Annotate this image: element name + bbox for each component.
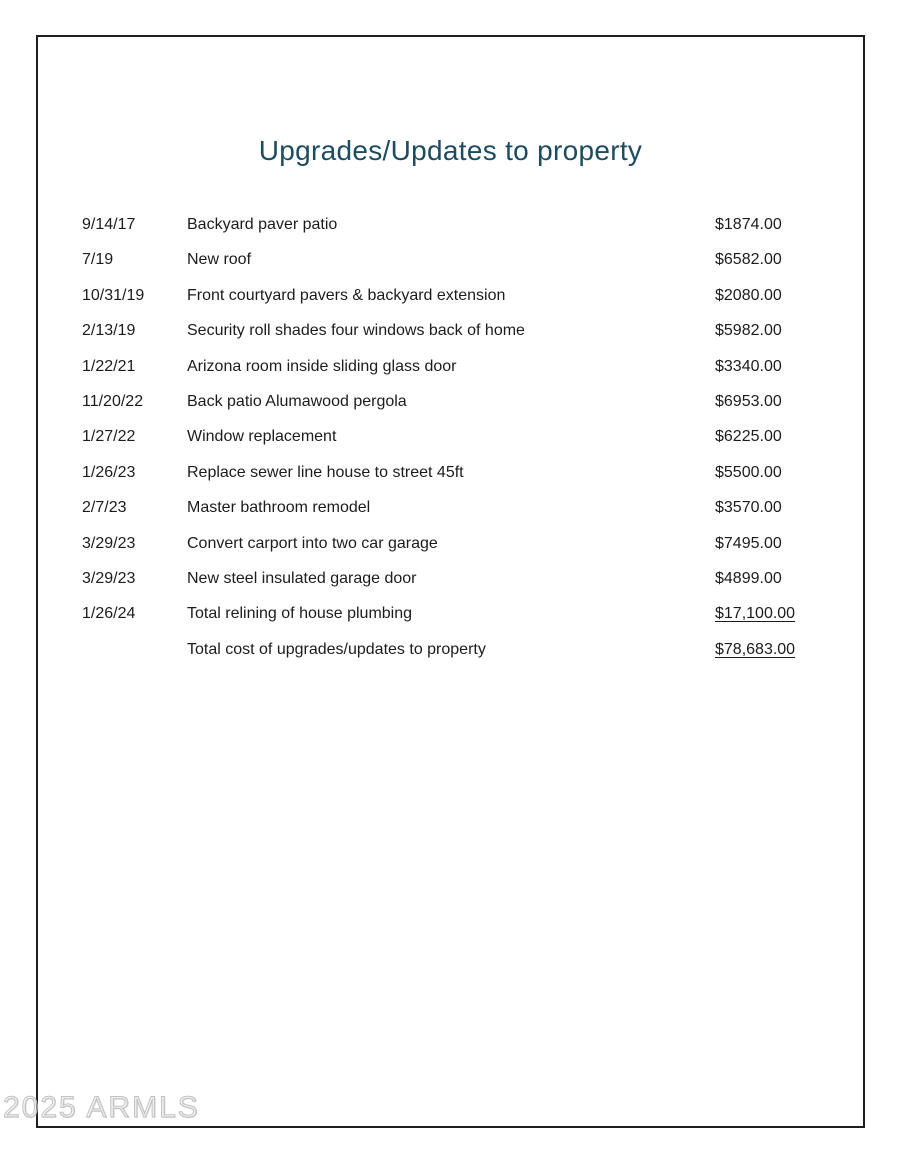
row-date: 11/20/22 xyxy=(82,392,144,410)
row-date: 3/29/23 xyxy=(82,569,136,587)
row-amount: $4899.00 xyxy=(715,569,782,587)
page-title: Upgrades/Updates to property xyxy=(258,135,643,166)
row-date: 1/27/22 xyxy=(82,428,136,446)
row-date: 9/14/17 xyxy=(82,216,136,233)
row-date: 7/19 xyxy=(82,251,114,269)
watermark: 2025 ARMLS xyxy=(3,1091,200,1124)
table-row xyxy=(82,242,855,277)
row-description: New roof xyxy=(187,251,252,269)
row-description: Total relining of house plumbing xyxy=(187,605,413,623)
row-amount: $17,100.00 xyxy=(715,605,796,623)
table-row xyxy=(82,384,855,419)
row-amount: $3570.00 xyxy=(715,499,782,517)
row-amount: $6582.00 xyxy=(715,251,782,269)
table-row xyxy=(82,313,855,348)
row-date: 1/26/23 xyxy=(82,463,136,481)
page-border xyxy=(36,35,865,1128)
row-date: 3/29/23 xyxy=(82,534,136,552)
row-description: Master bathroom remodel xyxy=(187,499,371,517)
table-row xyxy=(82,490,855,525)
row-amount: $5500.00 xyxy=(715,463,782,481)
row-description: Replace sewer line house to street 45ft xyxy=(187,463,464,481)
row-date: 2/13/19 xyxy=(82,322,136,340)
table-row xyxy=(82,455,855,490)
table-row xyxy=(82,561,855,596)
row-amount: $6953.00 xyxy=(715,392,782,410)
row-amount: $78,683.00 xyxy=(715,640,796,658)
row-amount: $5982.00 xyxy=(715,322,782,340)
row-amount: $1874.00 xyxy=(715,216,782,233)
row-date xyxy=(82,632,187,667)
table-row xyxy=(82,207,855,242)
table-row xyxy=(82,419,855,454)
row-date: 10/31/19 xyxy=(82,286,145,304)
table-row xyxy=(82,349,855,384)
upgrades-table xyxy=(82,207,855,667)
row-description: Arizona room inside sliding glass door xyxy=(187,357,457,375)
row-date: 1/26/24 xyxy=(82,605,136,623)
row-amount: $7495.00 xyxy=(715,534,782,552)
table-row xyxy=(82,632,855,667)
row-description: Window replacement xyxy=(187,428,337,446)
row-description: Backyard paver patio xyxy=(187,216,338,233)
row-amount: $3340.00 xyxy=(715,357,782,375)
table-row xyxy=(82,596,855,631)
row-amount: $6225.00 xyxy=(715,428,782,446)
table-row xyxy=(82,278,855,313)
row-description: Back patio Alumawood pergola xyxy=(187,392,407,410)
table-row xyxy=(82,526,855,561)
row-description: Front courtyard pavers & backyard extension xyxy=(187,286,506,304)
row-date: 2/7/23 xyxy=(82,499,127,517)
row-amount: $2080.00 xyxy=(715,286,782,304)
row-date: 1/22/21 xyxy=(82,357,136,375)
row-description: Convert carport into two car garage xyxy=(187,534,438,552)
row-description: Security roll shades four windows back of home xyxy=(187,322,525,340)
row-description: Total cost of upgrades/updates to property xyxy=(187,640,486,658)
row-description: New steel insulated garage door xyxy=(187,569,417,587)
